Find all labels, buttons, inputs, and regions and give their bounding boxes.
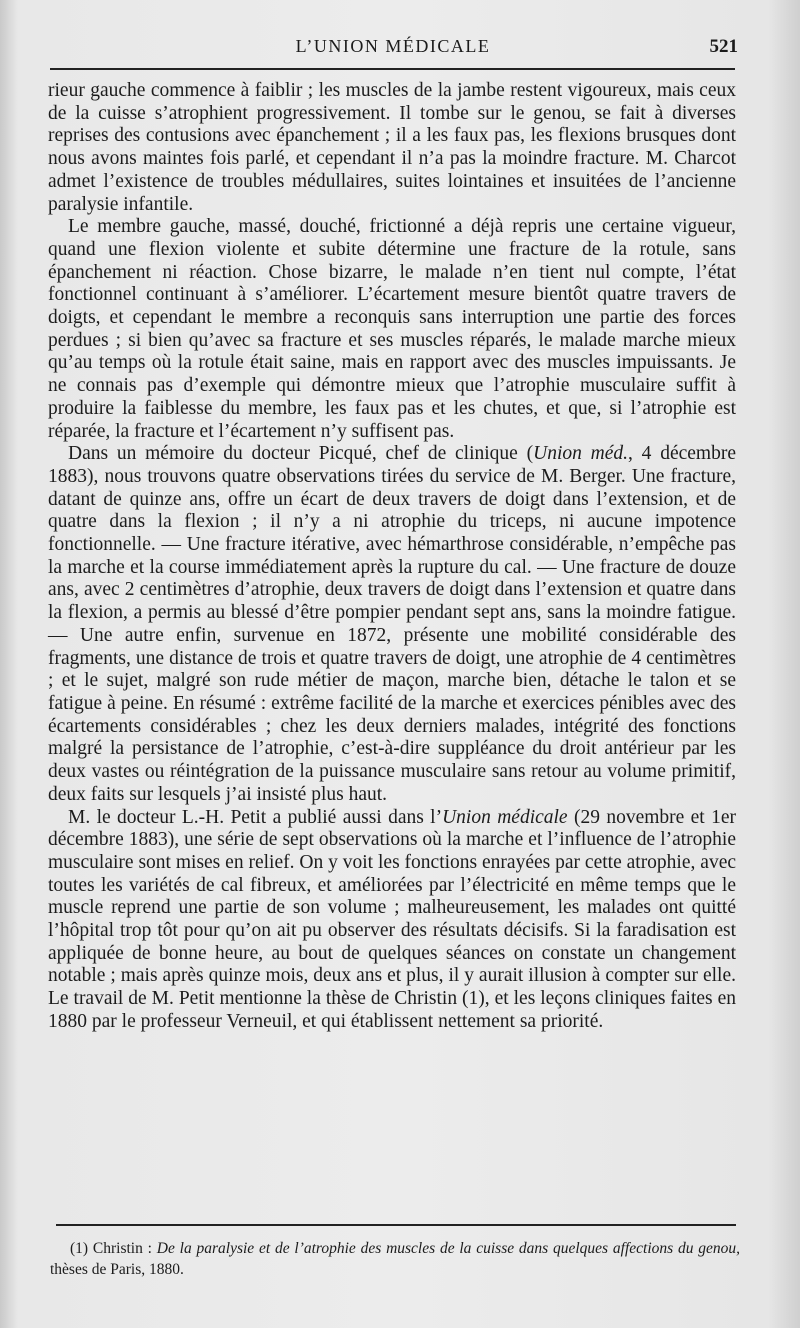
paragraph-4-start: M. le docteur L.-H. Petit a publié aussi dans l’: [68, 806, 443, 828]
page-number: 521: [709, 36, 738, 57]
paragraph-2: Le membre gauche, massé, douché, frictionné a déjà repris une certaine vigueur, quand une flexion violente et subite détermine une fracture de la rotule, sans épanchement ni réaction. Chose bizarre, le malade n’en tient nul compte, l’état fonctionnel continuant à s’améliorer. L’écartement mesure bientôt quatre travers de doigts, et cependant le membre a reconquis sans interruption une partie des forces perdues ; si bien qu’avec sa fracture et ses muscles réparés, le malade marche mieux qu’au temps où la rotule était saine, mais en rapport avec des muscles impuissants. Je ne connais pas d’exemple qui démontre mieux que l’atrophie musculaire suffit à produire la faiblesse du membre, les faux pas et les chutes, et que, si l’atrophie est réparée, la fracture et l’écartement n’y suffisent pas.: [48, 216, 736, 442]
paragraph-3: [48, 443, 736, 806]
footnote-rest: thèses de Paris, 1880.: [50, 1261, 184, 1278]
citation-union-medicale: Union médicale: [442, 806, 568, 828]
footnote-marker: (1): [70, 1240, 89, 1257]
footnote: [50, 1238, 740, 1280]
running-head: [48, 36, 738, 60]
footnote-title: De la paralysie et de l’atrophie des muscles de la cuisse dans quelques affections du genou,: [156, 1240, 741, 1257]
footnote-rule: [56, 1224, 736, 1226]
paragraph-1: rieur gauche commence à faiblir ; les muscles de la jambe restent vigoureux, mais ceux de la cuisse s’atrophient progressivement. Il tombe sur le genou, se fait à diverses reprises des contusions avec épanchement ; il a les faux pas, les flexions brusques dont nous avons maintes fois parlé, et cependant il n’a pas la moindre fracture. M. Charcot admet l’existence de troubles médullaires, suites lointaines et insuitées de l’ancienne paralysie infantile.: [48, 80, 736, 215]
running-title: L’UNION MÉDICALE: [295, 36, 491, 56]
paragraph-4-rest: (29 novembre et 1er décembre 1883), une série de sept observations où la marche et l’influence de l’atrophie musculaire sont mises en relief. On y voit les fonctions enrayées par cette atrophie, avec toutes les variétés de cal fibreux, et améliorées par l’électricité en même temps que le muscle reprend une partie de son volume ; malheureusement, les malades ont quitté l’hôpital trop tôt pour qu’on ait pu observer des résultats décisifs. Si la faradisation est appliquée de bonne heure, au bout de quelques séances on constate un changement notable ; mais après quinze mois, deux ans et plus, il y aurait illusion à compter sur elle. Le travail de M. Petit mentionne la thèse de Christin (1), et les leçons cliniques faites en 1880 par le professeur Verneuil, et qui établissent nettement sa priorité.: [48, 806, 736, 1032]
body-text: [48, 80, 736, 1034]
citation-union-med: Union méd.: [533, 443, 629, 465]
paragraph-3-start: Dans un mémoire du docteur Picqué, chef de clinique (: [68, 443, 534, 465]
footnote-author: Christin :: [92, 1240, 152, 1257]
paragraph-3-rest: , 4 décembre 1883), nous trouvons quatre observations tirées du service de M. Berger. Une fracture, datant de quinze ans, offre un écart de deux travers de doigt dans l’extension, et de quatre dans la flexion ; il n’y a ni atrophie du triceps, ni aucune impotence fonctionnelle. — Une fracture itérative, avec hémarthrose considérable, n’empêche pas la marche et la course immédiatement après la rupture du cal. — Une fracture de douze ans, avec 2 centimètres d’atrophie, deux travers de doigt dans l’extension et quatre dans la flexion, a permis au blessé d’être pompier pendant sept ans, sans la moindre fatigue. — Une autre enfin, survenue en 1872, présente une mobilité considérable des fragments, une distance de trois et quatre travers de doigt, une atrophie de 4 centimètres ; et le sujet, malgré son rude métier de maçon, marche bien, détache le talon et se fatigue à peine. En résumé : extrême facilité de la marche et exercices pénibles avec des écartements considérables ; chez les deux derniers malades, intégrité des fonctions malgré la persistance de l’atrophie, c’est-à-dire suppléance du droit antérieur par les deux vastes ou réintégration de la puissance musculaire sans retour au volume primitif, deux faits sur lesquels j’ai insisté plus haut.: [48, 443, 736, 805]
header-rule: [50, 68, 735, 70]
paragraph-4: [48, 807, 736, 1034]
